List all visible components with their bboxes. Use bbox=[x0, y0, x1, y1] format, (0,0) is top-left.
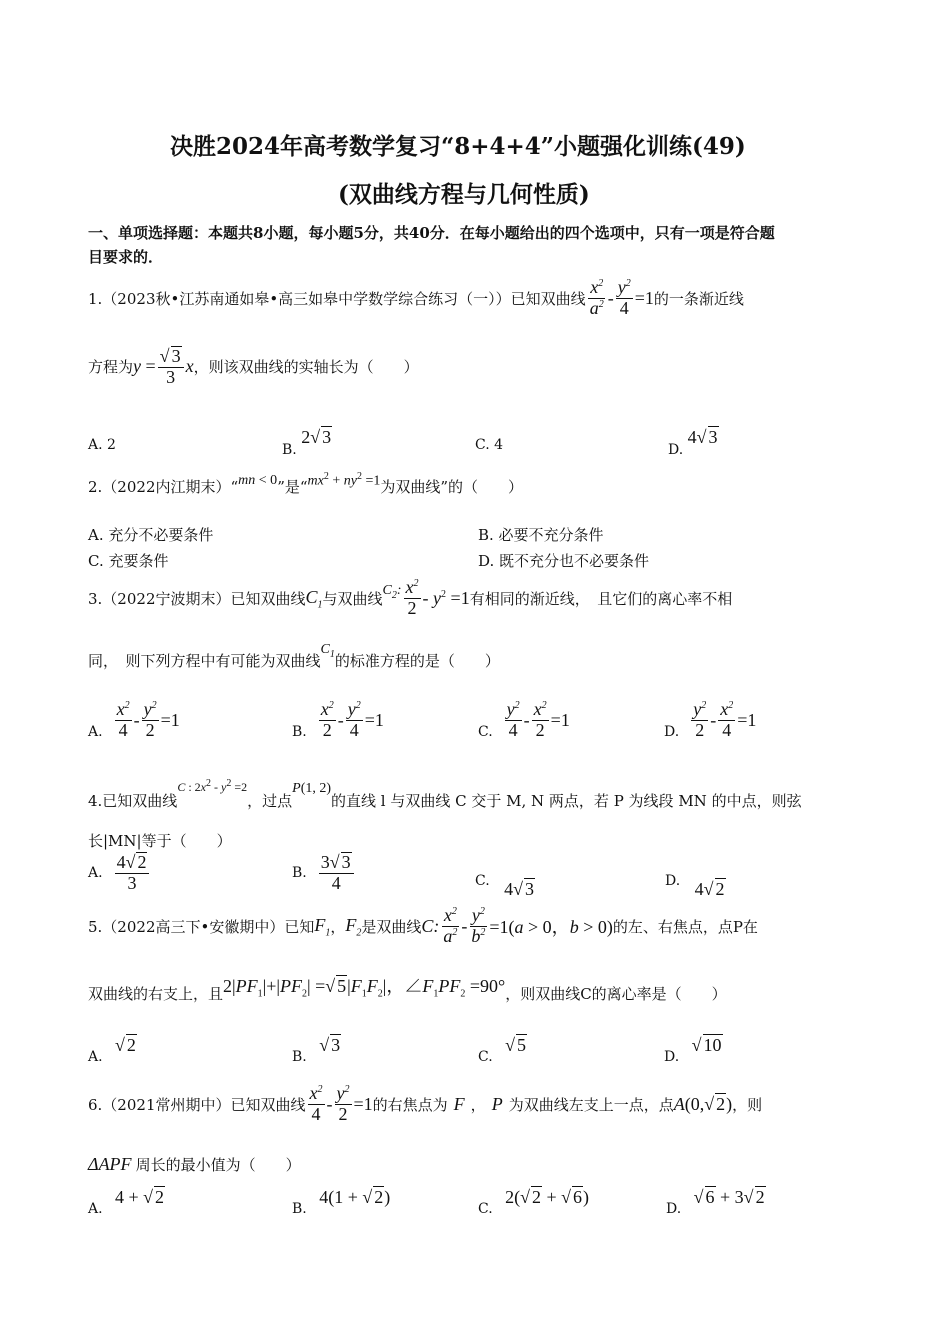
q4-stem-b: ，过点 bbox=[247, 792, 293, 810]
q6-stem-d: ，则 bbox=[732, 1095, 763, 1114]
q5-option-b[interactable]: B. √ 3 bbox=[292, 1035, 341, 1065]
q6-stem-a: 6.（2021常州期中）已知双曲线 bbox=[88, 1095, 306, 1114]
q5-stem-b: ， bbox=[330, 917, 346, 936]
question-6: 6.（2021常州期中）已知双曲线 $\frac{x^2}{4}$ - $\frac{y^2}{2}$ =1 的右焦点为 F ， P 为双曲线左支上一点，点 A(0,√ 2) ，则 bbox=[88, 1083, 763, 1124]
q1-stem-b: 的一条渐近线 bbox=[653, 289, 744, 308]
q6-option-d[interactable]: D. √ 6 + 3√ 2 bbox=[666, 1187, 765, 1217]
q4-stem-c: 的直线 l 与双曲线 C 交于 M, N 两点，若 P 为线段 MN 的中点，则弦 bbox=[331, 792, 802, 810]
q1-stem-d: ，则该双曲线的实轴长为（ ） bbox=[193, 358, 419, 377]
q1-formula: $\frac{x^2}{a^2}$ bbox=[589, 277, 604, 318]
q5-stem-a: 5.（2022高三下•安徽期中）已知 bbox=[88, 917, 315, 936]
q6-option-c[interactable]: C. 2(√ 2 + √ 6) bbox=[478, 1187, 590, 1217]
q5-stem-f: ，则双曲线C的离心率是（ ） bbox=[505, 985, 727, 1004]
question-6-line2: ΔAPF 周长的最小值为（ ） bbox=[88, 1154, 301, 1174]
q1-option-b[interactable]: B. 2√ 3 bbox=[282, 427, 332, 458]
q4-option-b[interactable]: B. $\frac{3√ 3}{4}$ bbox=[292, 852, 356, 894]
question-5-line2: 双曲线的右支上，且 $2|PF_1|+|PF_2|$ =√ $5|F_1F_2|$，$\angle F_1PF_2 =90^\circ$ ，则双曲线C的离心率是（ ） bbox=[88, 976, 727, 1004]
q3-stem-c: 有相同的渐近线， 且它们的离心率不相 bbox=[469, 589, 733, 608]
q3-stem-a: 3.（2022宁波期末）已知双曲线 bbox=[88, 589, 306, 608]
page-title: 决胜2024年高考数学复习“8+4+4”小题强化训练(49) bbox=[170, 133, 746, 160]
q3-option-b[interactable]: B. $\frac{x^2}{2}$ - $\frac{y^2}{4}$ =1 bbox=[292, 699, 384, 741]
q6-option-a[interactable]: A. 4 + √ 2 bbox=[88, 1187, 165, 1217]
q4-option-c[interactable]: C. 4√ 3 bbox=[475, 873, 535, 899]
q4-option-a[interactable]: A. $\frac{4√ 2}{3}$ bbox=[88, 852, 151, 894]
q5-stem-d: 的左、右焦点，点P在 bbox=[612, 917, 758, 936]
q1-option-c[interactable]: C. 4 bbox=[475, 437, 504, 453]
q1-asymptote: y bbox=[133, 356, 142, 377]
q1-stem-a: 1.（2023秋•江苏南通如皋•高三如皋中学数学综合练习（一））已知双曲线 bbox=[88, 289, 586, 308]
q3-stem-d: 同， 则下列方程中有可能为双曲线 bbox=[88, 652, 321, 670]
section-heading: 一、单项选择题：本题共8小题，每小题5分，共40分．在每小题给出的四个选项中，只有一项是符合题 bbox=[88, 224, 775, 242]
q4-stem-a: 4.已知双曲线 bbox=[88, 792, 178, 810]
q5-option-a[interactable]: A. √ 2 bbox=[88, 1035, 136, 1065]
q1-stem-c: 方程为 bbox=[88, 358, 134, 377]
q2-option-a[interactable]: A. 充分不必要条件 bbox=[88, 526, 214, 544]
q6-stem-c: 为双曲线左支上一点，点 bbox=[508, 1095, 674, 1114]
q5-option-d[interactable]: D. √ 10 bbox=[664, 1035, 722, 1065]
q2-stem-b: ”是“ bbox=[277, 478, 308, 496]
section-heading-cont: 目要求的． bbox=[88, 248, 164, 266]
q5-stem-c: 是双曲线 bbox=[361, 917, 422, 936]
q2-option-c[interactable]: C. 充要条件 bbox=[88, 552, 169, 570]
q6-stem-b: 的右焦点为 bbox=[372, 1095, 448, 1114]
q3-option-d[interactable]: D. $\frac{y^2}{2}$ - $\frac{x^2}{4}$ =1 bbox=[664, 699, 757, 741]
q5-option-c[interactable]: C. √ 5 bbox=[478, 1035, 527, 1065]
q1-option-d[interactable]: D. 4√ 3 bbox=[668, 427, 718, 458]
q3-option-a[interactable]: A. $\frac{x^2}{4}$ - $\frac{y^2}{2}$ =1 bbox=[88, 699, 180, 741]
q2-stem-c: 为双曲线”的（ ） bbox=[380, 478, 524, 496]
q2-stem-a: 2.（2022内江期末）“ bbox=[88, 478, 239, 496]
q6-stem-e: 周长的最小值为（ ） bbox=[135, 1156, 301, 1174]
q4-option-d[interactable]: D. 4√ 2 bbox=[665, 873, 725, 899]
question-3-line2: 同， 则下列方程中有可能为双曲线 $C_1$ 的标准方程的是（ ） bbox=[88, 641, 500, 670]
q6-option-b[interactable]: B. 4(1 + √ 2) bbox=[292, 1187, 391, 1217]
question-3: 3.（2022宁波期末）已知双曲线 $C_1$ 与双曲线 $C_2$: $\frac{x^2}{2}$ - $y^2 =1$ 有相同的渐近线， 且它们的离心率不相 bbox=[88, 577, 733, 618]
question-5: 5.（2022高三下•安徽期中）已知 $F_1$ ， $F_2$ 是双曲线 C: $\frac{x^2}{a^2}$ - $\frac{y^2}{b^2}$ =1(a > 0，b > 0) 的左、右焦点，点P在 bbox=[88, 905, 758, 946]
q3-option-c[interactable]: C. $\frac{y^2}{4}$ - $\frac{x^2}{2}$ =1 bbox=[478, 699, 570, 741]
question-4-line2: 长|MN|等于（ ） bbox=[88, 832, 232, 850]
q3-stem-b: 与双曲线 bbox=[322, 589, 383, 608]
q2-option-b[interactable]: B. 必要不充分条件 bbox=[478, 526, 604, 544]
q5-stem-e: 双曲线的右支上，且 bbox=[88, 985, 224, 1004]
question-4: 4.已知双曲线 C : $2x^2 - y^2 =2$ ，过点 P(1, 2) 的直线 l 与双曲线 C 交于 M, N 两点，若 P 为线段 MN 的中点，则弦 bbox=[88, 778, 802, 810]
page-subtitle: (双曲线方程与几何性质) bbox=[338, 181, 590, 208]
q3-stem-e: 的标准方程的是（ ） bbox=[334, 652, 500, 670]
q1-option-a[interactable]: A. 2 bbox=[88, 437, 116, 453]
question-1-line2: 方程为 y = $\frac{√ 3}{3}$ x ，则该双曲线的实轴长为（ ） bbox=[88, 346, 419, 387]
question-1: 1.（2023秋•江苏南通如皋•高三如皋中学数学综合练习（一））已知双曲线 $\frac{x^2}{a^2}$ - $\frac{y^2}{4}$ =1 的一条渐近线 bbox=[88, 277, 744, 318]
question-2: 2.（2022内江期末）“ mn < 0 ”是“ $mx^2 + ny^2 =1$ 为双曲线”的（ ） bbox=[88, 471, 524, 496]
q2-option-d[interactable]: D. 既不充分也不必要条件 bbox=[478, 552, 650, 570]
